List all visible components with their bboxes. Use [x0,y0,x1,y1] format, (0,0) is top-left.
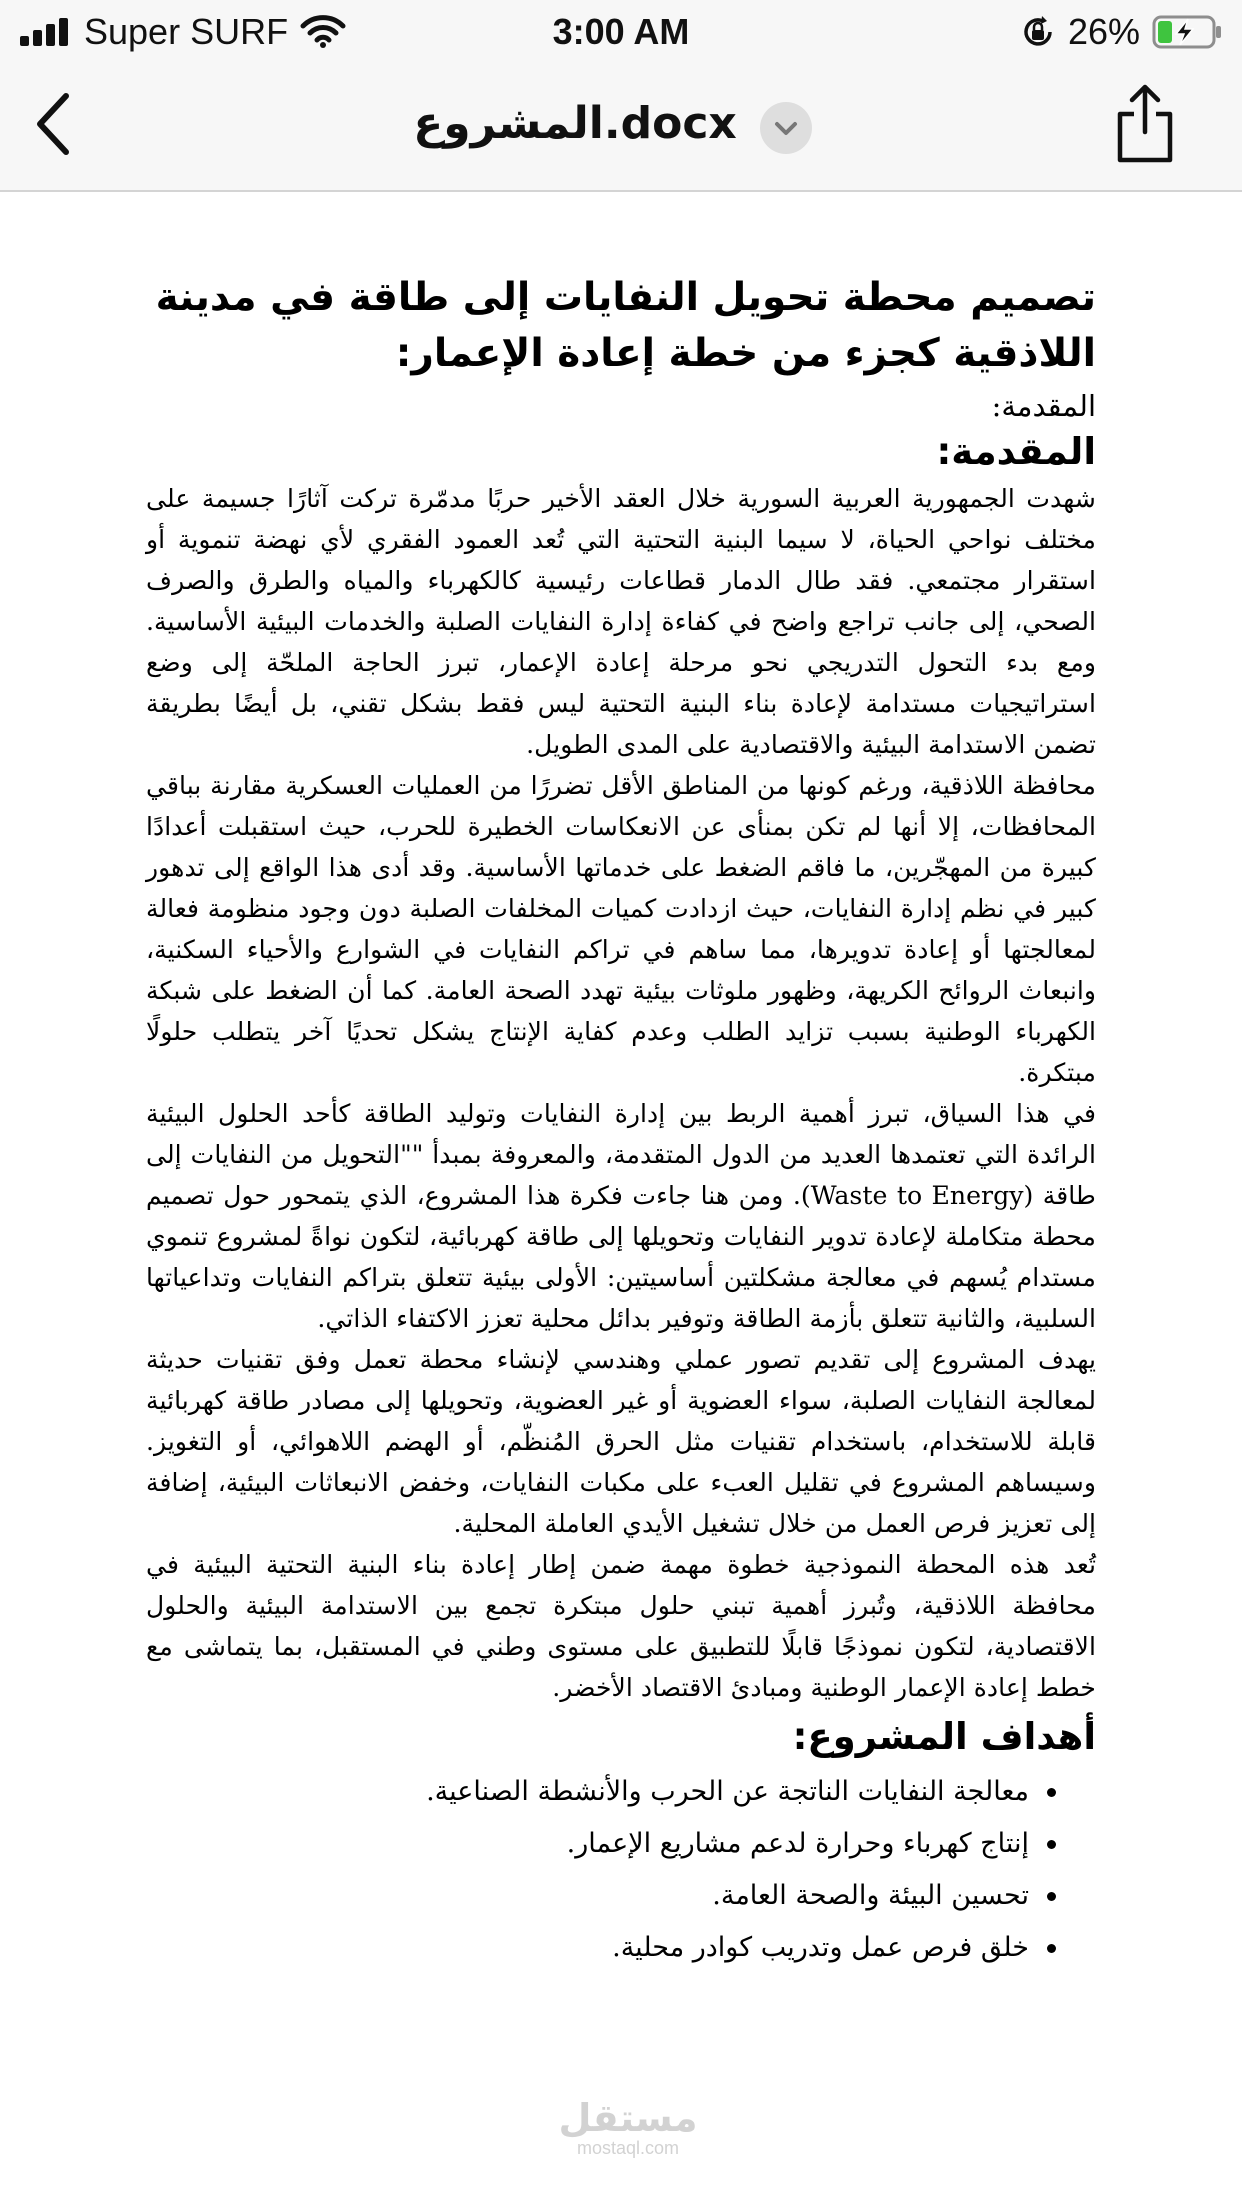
share-icon [1114,82,1176,166]
goals-heading: أهداف المشروع: [792,1715,1096,1758]
share-button[interactable] [1114,82,1176,166]
watermark-latin: mostaql.com [576,2138,680,2158]
status-bar [0,0,1242,62]
document-body[interactable] [146,270,1096,1974]
document-title: المشروع.docx [413,98,737,149]
battery-percent: 26% [1068,11,1141,52]
goal-text: معالجة النفايات الناتجة عن الحرب والأنشطة الصناعية. [426,1776,1029,1807]
intro-heading: المقدمة: [936,430,1096,473]
goals-list [146,1766,1096,1974]
intro-label: المقدمة: [991,389,1096,423]
bullet-icon [1047,1892,1056,1901]
carrier-name: Super SURF [84,11,289,52]
list-item [146,1766,1056,1818]
goal-text: خلق فرص عمل وتدريب كوادر محلية. [612,1932,1029,1963]
watermark-arabic: مستقل [558,2096,698,2140]
orientation-lock-icon [1020,14,1056,54]
title-dropdown-button[interactable] [760,102,812,154]
paragraph: يهدف المشروع إلى تقديم تصور عملي وهندسي لإنشاء محطة تعمل وفق تقنيات حديثة لمعالجة النفايات الصلبة، سواء العضوية أو غير العضوية، وتحويلها إلى مصادر طاقة كهربائية قابلة للاستخدام، باستخدام تقنيات مثل الحرق المُنظّم، أو الهضم اللاهوائي، أو التغويز. وسيساهم المشروع في تقليل العبء على مكبات النفايات، وخفض الانبعاثات البيئية، إضافة إلى تعزيز فرص العمل من خلال تشغيل الأيدي العاملة المحلية. [146,1345,1096,1538]
goal-text: تحسين البيئة والصحة العامة. [712,1880,1029,1911]
paragraph: في هذا السياق، تبرز أهمية الربط بين إدارة النفايات وتوليد الطاقة كأحد الحلول البيئية الرائدة التي تعتمدها العديد من الدول المتقدمة، والمعروفة بمبدأ ""التحويل من النفايات إلى طاقة (Waste to Energy). ومن هنا جاءت فكرة هذا المشروع، الذي يتمحور حول تصميم محطة متكاملة لإعادة تدوير النفايات وتحويلها إلى طاقة كهربائية، لتكون نواةً لمشروع تنموي مستدام يُسهم في معالجة مشكلتين أساسيتين: الأولى بيئية تتعلق بتراكم النفايات وتداعياتها السلبية، والثانية تتعلق بأزمة الطاقة وتوفير بدائل محلية تعزز الاكتفاء الذاتي. [146,1099,1096,1333]
chevron-down-icon [760,102,812,154]
document-heading: تصميم محطة تحويل النفايات إلى طاقة في مدينة اللاذقية كجزء من خطة إعادة الإعمار: [155,275,1096,376]
list-item [146,1870,1056,1922]
paragraph: تُعد هذه المحطة النموذجية خطوة مهمة ضمن إطار إعادة بناء البنية التحتية البيئية في محافظة اللاذقية، وتُبرز أهمية تبني حلول مبتكرة تجمع بين الاستدامة البيئية والحلول الاقتصادية، لتكون نموذجًا قابلًا للتطبيق على مستوى وطني في المستقبل، بما يتماشى مع خطط إعادة الإعمار الوطنية ومبادئ الاقتصاد الأخضر. [146,1550,1096,1702]
bullet-icon [1047,1944,1056,1953]
watermark-logo [558,2098,698,2158]
back-button[interactable] [26,86,86,162]
bullet-icon [1047,1840,1056,1849]
goal-text: إنتاج كهرباء وحرارة لدعم مشاريع الإعمار. [566,1828,1029,1859]
navigation-bar [0,62,1242,192]
status-time: 3:00 AM [552,11,690,52]
battery-charging-icon [1152,14,1224,54]
paragraph: شهدت الجمهورية العربية السورية خلال العقد الأخير حربًا مدمّرة تركت آثارًا جسيمة على مختلف نواحي الحياة، لا سيما البنية التحتية التي تُعد العمود الفقري لأي نهضة تنموية أو استقرار مجتمعي. فقد طال الدمار قطاعات رئيسية كالكهرباء والمياه والطرق والصرف الصحي، إلى جانب تراجع واضح في كفاءة إدارة النفايات الصلبة والخدمات البيئية الأساسية. ومع بدء التحول التدريجي نحو مرحلة إعادة الإعمار، تبرز الحاجة الملحّة إلى وضع استراتيجيات مستدامة لإعادة بناء البنية التحتية ليس فقط بشكل تقني، بل أيضًا بطريقة تضمن الاستدامة البيئية والاقتصادية على المدى الطويل. [146,484,1096,759]
paragraph: محافظة اللاذقية، ورغم كونها من المناطق الأقل تضررًا من العمليات العسكرية مقارنة بباقي المحافظات، إلا أنها لم تكن بمنأى عن الانعكاسات الخطيرة للحرب، حيث استقبلت أعدادًا كبيرة من المهجّرين، ما فاقم الضغط على خدماتها الأساسية. وقد أدى هذا الواقع إلى تدهور كبير في نظم إدارة النفايات، حيث ازدادت كميات المخلفات الصلبة دون وجود منظومة فعالة لمعالجتها أو إعادة تدويرها، مما ساهم في تراكم النفايات في الشوارع والأحياء السكنية، وانبعاث الروائح الكريهة، وظهور ملوثات بيئية تهدد الصحة العامة. كما أن الضغط على شبكة الكهرباء الوطنية بسبب تزايد الطلب وعدم كفاية الإنتاج يشكل تحديًا آخر يتطلب حلولًا مبتكرة. [146,771,1096,1087]
list-item [146,1818,1056,1870]
list-item [146,1922,1056,1974]
chevron-left-icon [26,86,86,162]
bullet-icon [1047,1788,1056,1797]
